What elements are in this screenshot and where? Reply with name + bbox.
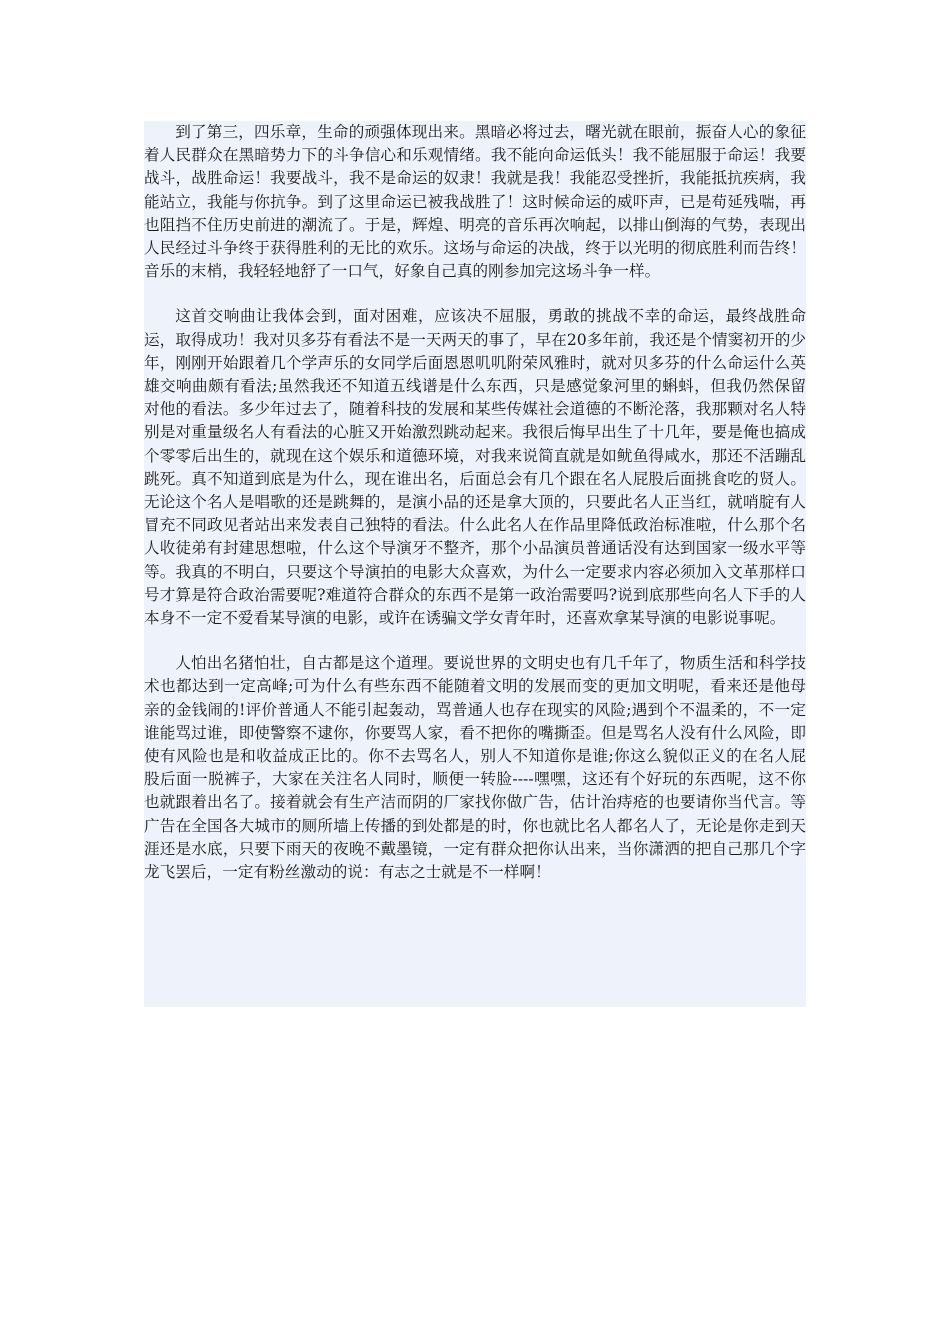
paragraph-1: 到了第三，四乐章，生命的顽强体现出来。黑暗必将过去，曙光就在眼前，振奋人心的象征着人民群众在黑暗势力下的斗争信心和乐观情绪。我不能向命运低头！我不能屈服于命运！我要战斗，战胜命运！我要战斗，我不是命运的奴隶！我就是我！我能忍受挫折，我能抵抗疾病，我能站立，我能与你抗争。到了这里命运已被我战胜了！这时候命运的威吓声，已是苟延残喘，再也阻挡不住历史前进的潮流了。于是，辉煌、明亮的音乐再次响起，以排山倒海的气势，表现出人民经过斗争终于获得胜利的无比的欢乐。这场与命运的决战，终于以光明的彻底胜利而告终！音乐的末梢，我轻轻地舒了一口气，好象自己真的刚参加完这场斗争一样。 xyxy=(144,123,806,281)
paragraph-3: 人怕出名猪怕壮，自古都是这个道理。要说世界的文明史也有几千年了，物质生活和科学技术也都达到一定高峰;可为什么有些东西不能随着文明的发展而变的更加文明呢，看来还是他母亲的金钱闹的!评价普通人不能引起轰动，骂普通人也存在现实的风险;遇到个不温柔的，不一定谁能骂过谁，即使警察不逮你，你要骂人家，看不把你的嘴撕歪。但是骂名人没有什么风险，即使有风险也是和收益成正比的。你不去骂名人，别人不知道你是谁;你这么貌似正义的在名人屁股后面一脱裤子，大家在关注名人同时，顺便一转脸----嘿嘿，这还有个好玩的东西呢，这不你也就跟着出名了。接着就会有生产洁而阴的厂家找你做广告，估计治痔疮的也要请你当代言。等广告在全国各大城市的厕所墙上传播的到处都是的时，你也就比名人都名人了，无论是你走到天涯还是水底，只要下雨天的夜晚不戴墨镜，一定有群众把你认出来，当你潇洒的把自己那几个字龙飞罢后，一定有粉丝激动的说：有志之士就是不一样啊！ xyxy=(144,654,806,882)
highlighted-text-block xyxy=(144,121,806,1007)
paragraph-2: 这首交响曲让我体会到，面对困难，应该决不屈服，勇敢的挑战不幸的命运，最终战胜命运，取得成功！我对贝多芬有看法不是一天两天的事了，早在20多年前，我还是个情窦初开的少年，刚刚开始跟着几个学声乐的女同学后面恩恩叽叽附荣风雅时，就对贝多芬的什么命运什么英雄交响曲颇有看法;虽然我还不知道五线谱是什么东西，只是感觉象河里的蝌蚪，但我仍然保留对他的看法。多少年过去了，随着科技的发展和某些传媒社会道德的不断沦落，我那颗对名人特别是对重量级名人有看法的心脏又开始激烈跳动起来。我很后悔早出生了十几年，要是俺也搞成个零零后出生的，就现在这个娱乐和道德环境，对我来说简直就是如鱿鱼得咸水，那还不活蹦乱跳死。真不知道到底是为什么，现在谁出名，后面总会有几个跟在名人屁股后面挑食吃的贤人。无论这个名人是唱歌的还是跳舞的，是演小品的还是拿大顶的，只要此名人正当红，就哨腚有人冒充不同政见者站出来发表自己独特的看法。什么此名人在作品里降低政治标准啦，什么那个名人收徒弟有封建思想啦，什么这个导演牙不整齐，那个小品演员普通话没有达到国家一级水平等等。我真的不明白，只要这个导演拍的电影大众喜欢，为什么一定要求内容必须加入文革那样口号才算是符合政治需要呢?难道符合群众的东西不是第一政治需要吗?说到底那些向名人下手的人本身不一定不爱看某导演的电影，或许在诱骗文学女青年时，还喜欢拿某导演的电影说事呢。 xyxy=(144,307,806,628)
